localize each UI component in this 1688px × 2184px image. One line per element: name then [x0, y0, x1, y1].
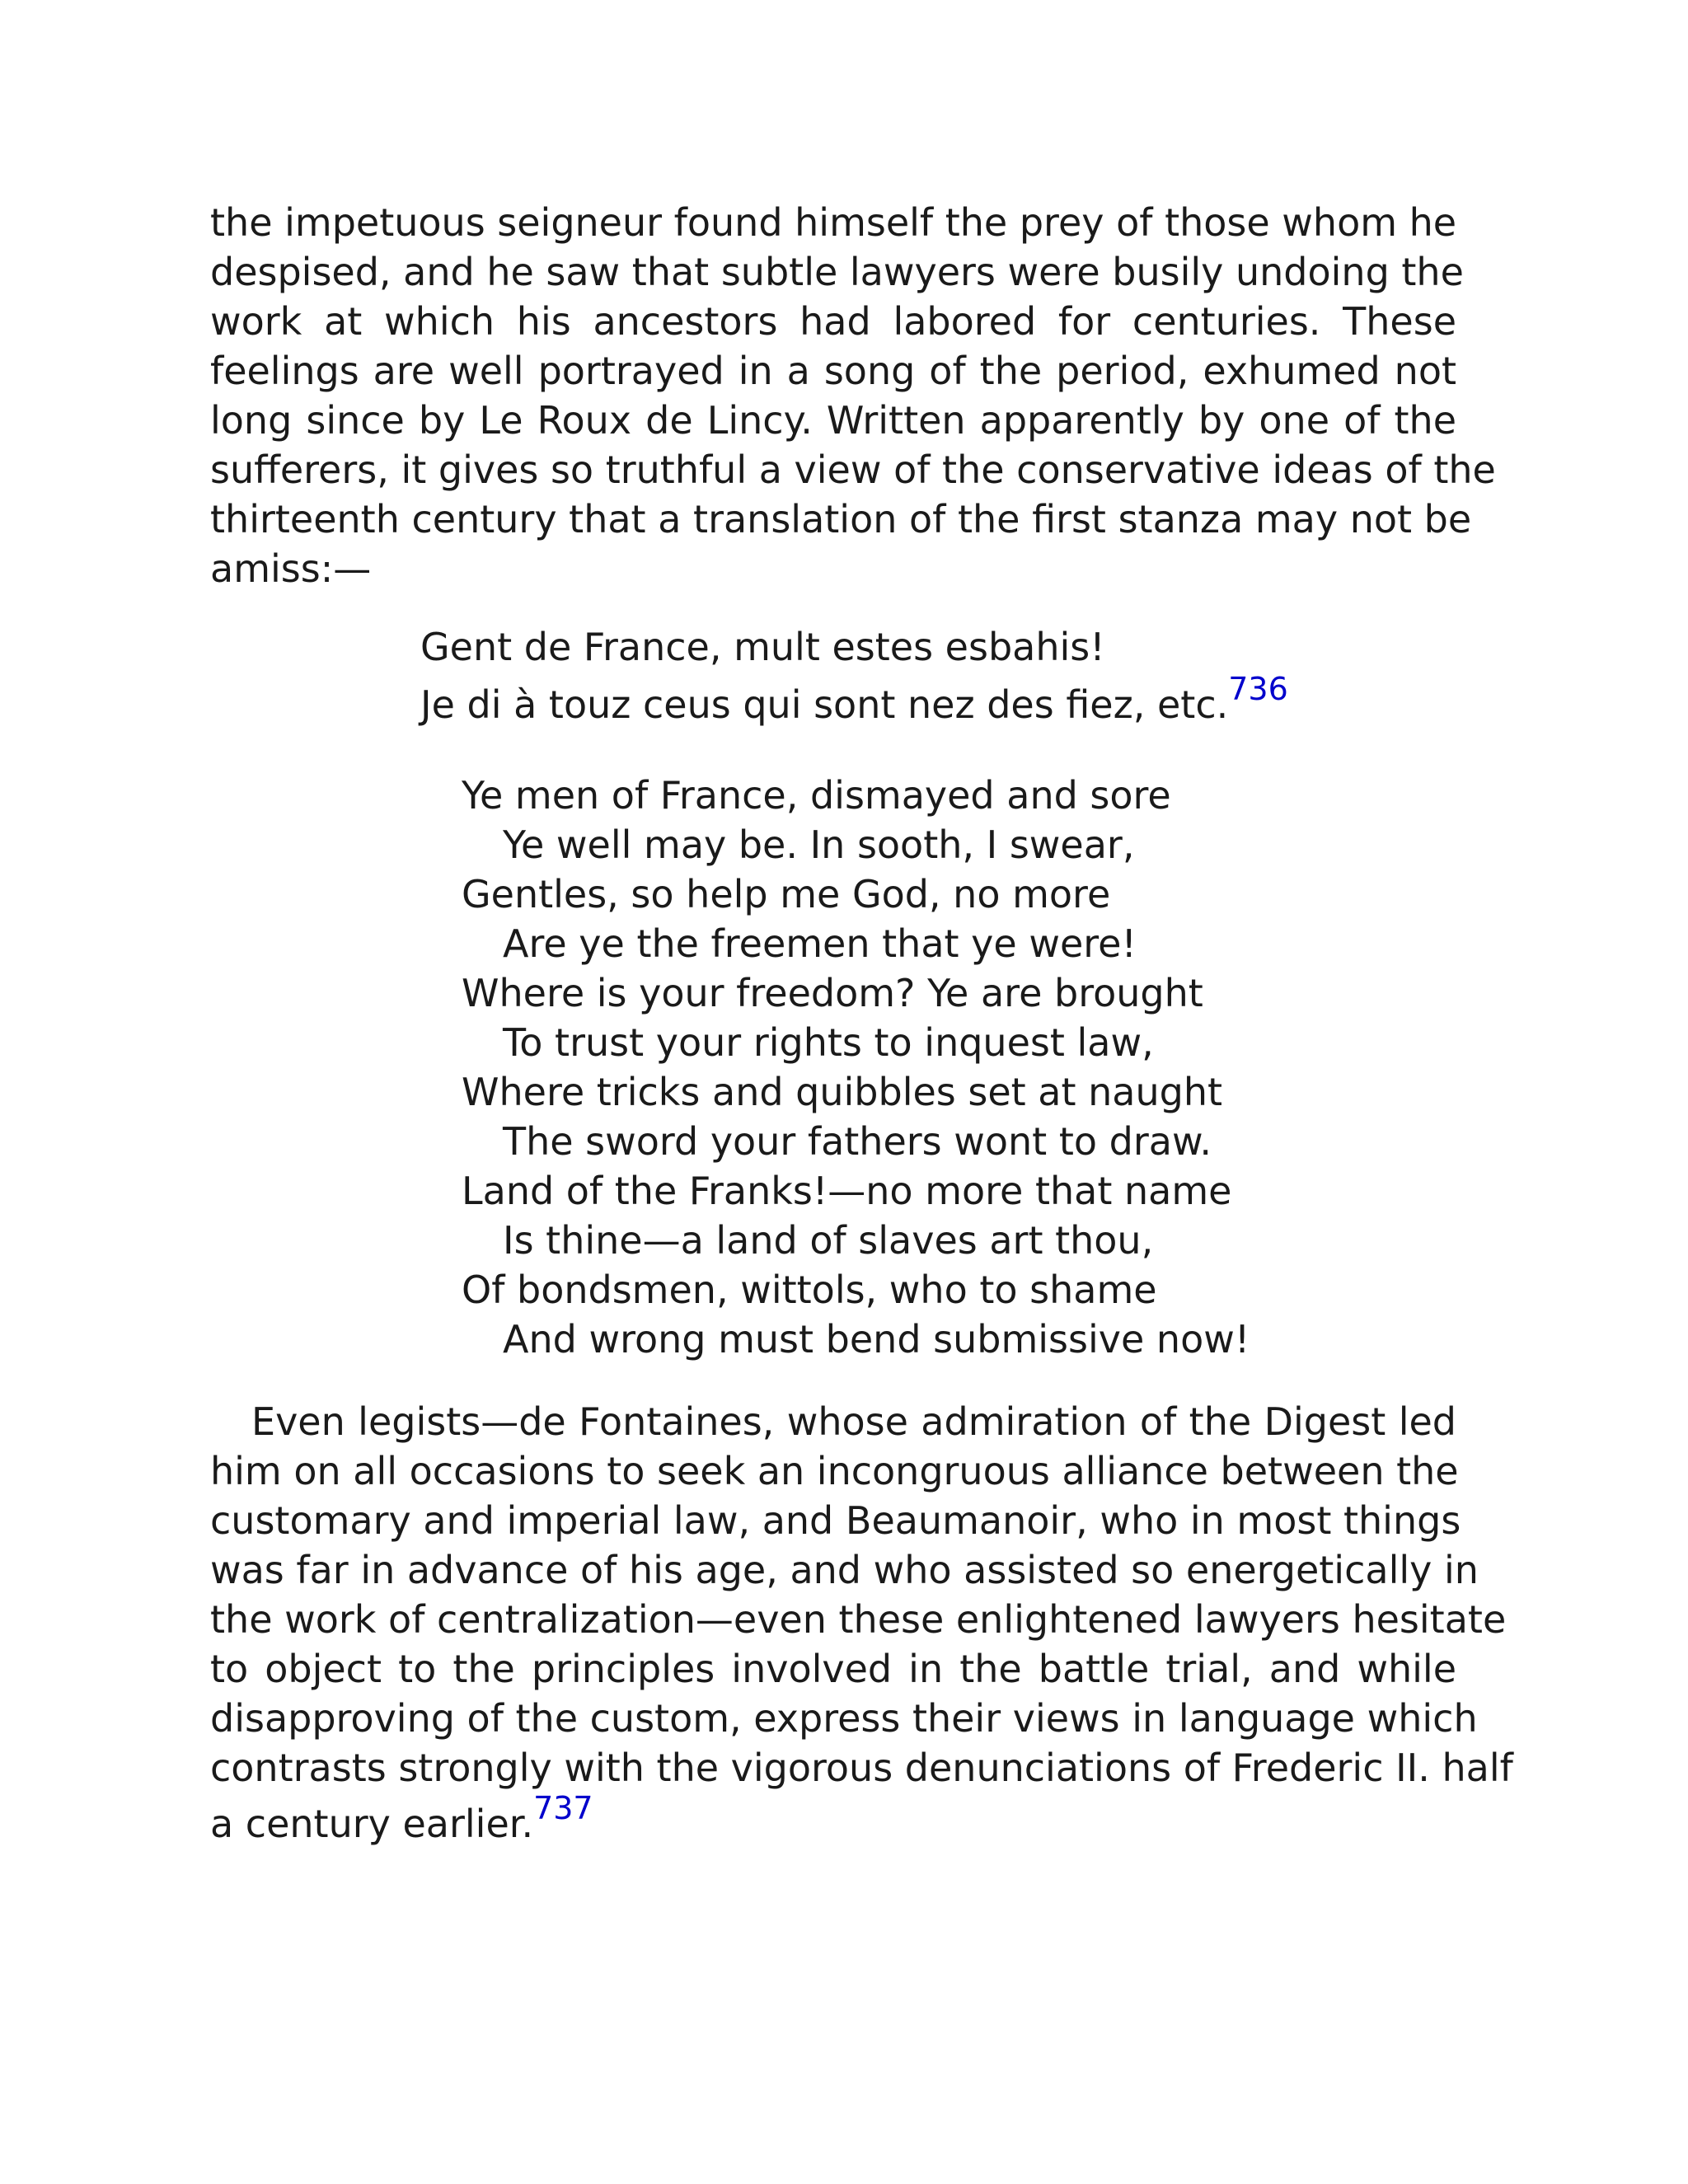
french-verse [420, 622, 1288, 729]
footnote-link-737[interactable]: 737 [533, 1790, 593, 1826]
paragraph-line: despised, and he saw that subtle lawyers were busily undoing the [210, 250, 1464, 294]
verse-line: Land of the Franks!—no more that name [462, 1169, 1232, 1213]
paragraph-line: long since by Le Roux de Lincy. Written apparently by one of the [210, 398, 1456, 443]
verse-line: Where is your freedom? Ye are brought [462, 971, 1203, 1015]
paragraph-line: work at which his ancestors had labored for centuries. These [210, 299, 1456, 344]
paragraph-2 [210, 1397, 1513, 1849]
verse-line: Gentles, so help me God, no more [462, 872, 1111, 916]
verse-line: Are ye the freemen that ye were! [503, 921, 1137, 966]
paragraph-line: to object to the principles involved in the battle trial, and while [210, 1647, 1456, 1691]
paragraph-line: Even legists—de Fontaines, whose admiration of the Digest led [251, 1399, 1456, 1444]
paragraph-line: him on all occasions to seek an incongruous alliance between the [210, 1449, 1459, 1493]
french-verse-line-text: Je di à touz ceus qui sont nez des fiez, etc. [420, 682, 1229, 727]
verse-line: The sword your fathers wont to draw. [503, 1119, 1212, 1164]
paragraph-line: thirteenth century that a translation of the first stanza may not be [210, 497, 1472, 541]
paragraph-line: feelings are well portrayed in a song of the period, exhumed not [210, 349, 1456, 393]
verse-line: Ye well may be. In sooth, I swear, [503, 823, 1135, 867]
verse-line: And wrong must bend submissive now! [503, 1317, 1250, 1361]
paragraph-line: the impetuous seigneur found himself the prey of those whom he [210, 200, 1457, 245]
paragraph-line: contrasts strongly with the vigorous denunciations of Frederic II. half [210, 1746, 1513, 1790]
footnote-link-736[interactable]: 736 [1228, 671, 1288, 707]
paragraph-line: customary and imperial law, and Beaumanoir, who in most things [210, 1498, 1461, 1543]
paragraph-line: amiss:— [210, 546, 372, 591]
french-verse-line: Gent de France, mult estes esbahis! [420, 625, 1105, 669]
paragraph-line: sufferers, it gives so truthful a view of the conservative ideas of the [210, 448, 1496, 492]
verse-line: Of bondsmen, wittols, who to shame [462, 1268, 1157, 1312]
paragraph-line: was far in advance of his age, and who assisted so energetically in [210, 1548, 1479, 1592]
verse-line: To trust your rights to inquest law, [503, 1020, 1154, 1065]
english-verse [462, 771, 1250, 1364]
verse-line: Ye men of France, dismayed and sore [462, 773, 1171, 818]
paragraph-line: the work of centralization—even these enlightened lawyers hesitate [210, 1597, 1507, 1642]
paragraph-line: disapproving of the custom, express their views in language which [210, 1696, 1478, 1741]
paragraph-line [210, 1790, 1456, 1849]
paragraph-line-text: a century earlier. [210, 1802, 534, 1846]
french-verse-line [420, 671, 1288, 729]
paragraph-1 [210, 198, 1496, 593]
verse-line: Is thine—a land of slaves art thou, [503, 1218, 1154, 1263]
verse-line: Where tricks and quibbles set at naught [462, 1070, 1223, 1114]
